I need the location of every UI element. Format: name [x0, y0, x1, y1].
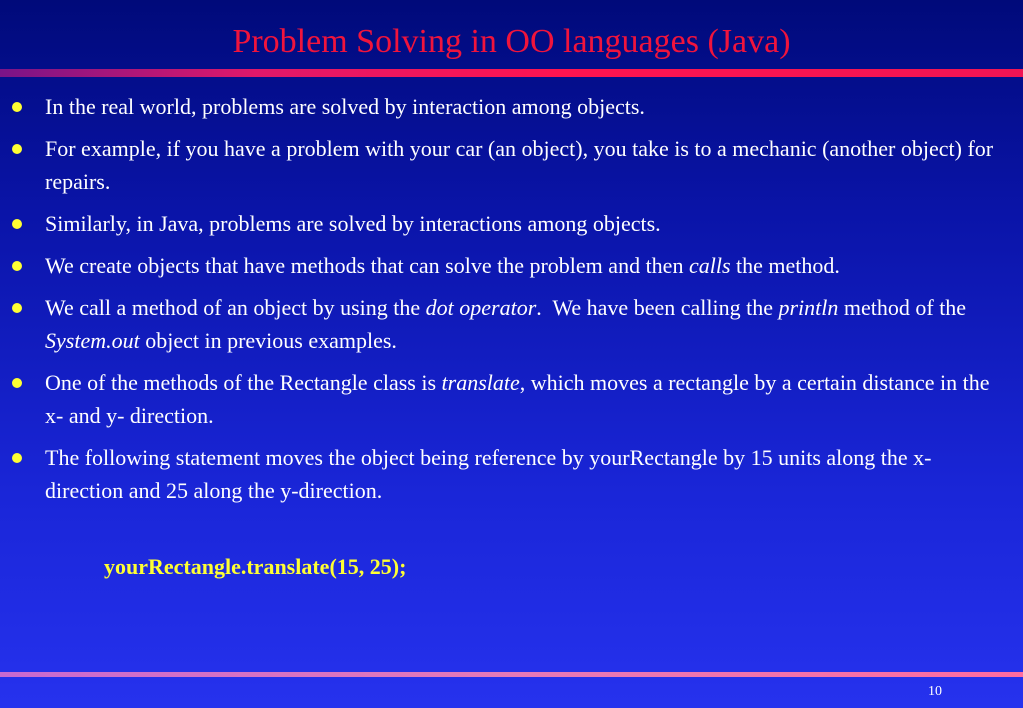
emphasis-dot-operator: dot operator	[425, 295, 537, 320]
bullet-list	[0, 90, 1023, 516]
emphasis-println: println	[778, 295, 839, 320]
bullet-text-end: object in previous examples.	[139, 328, 397, 353]
bullet-dot-icon	[12, 453, 22, 463]
code-example: yourRectangle.translate(15, 25);	[104, 554, 407, 579]
bullet-dot-icon	[12, 219, 22, 229]
bullet-text: For example, if you have a problem with your car (an object), you take is to a mechanic (another object) for repairs.	[45, 136, 994, 194]
bullet-text: Similarly, in Java, problems are solved by interactions among objects.	[45, 211, 661, 236]
bullet-item	[0, 441, 1023, 507]
emphasis-translate: translate	[441, 370, 520, 395]
page-number: 10	[928, 684, 942, 699]
bullet-text-start: We call a method of an object by using the	[45, 295, 426, 320]
bullet-text-end: , which moves a rectangle by a certain distance in the x- and y- direction.	[45, 370, 990, 428]
bullet-item	[0, 291, 1023, 357]
bullet-text-mid: method of the	[838, 295, 967, 320]
bullet-text-end: the method.	[730, 253, 840, 278]
bullet-text-mid: . We have been calling the	[536, 295, 779, 320]
bullet-dot-icon	[12, 378, 22, 388]
bullet-dot-icon	[12, 303, 22, 313]
emphasis-calls: calls	[688, 253, 731, 278]
title-divider	[0, 69, 1023, 77]
bullet-text-start: One of the methods of the Rectangle class is	[45, 370, 442, 395]
emphasis-system-out: System.out	[45, 328, 140, 353]
bullet-dot-icon	[12, 144, 22, 154]
slide-title: Problem Solving in OO languages (Java)	[232, 23, 791, 60]
bullet-dot-icon	[12, 261, 22, 271]
bullet-text: The following statement moves the object being reference by yourRectangle by 15 units along the x-direction and 25 along the y-direction.	[45, 445, 932, 503]
bullet-item	[0, 207, 1023, 240]
footer-divider	[0, 672, 1023, 677]
bullet-item	[0, 132, 1023, 198]
bullet-item	[0, 366, 1023, 432]
bullet-text-start: We create objects that have methods that can solve the problem and then	[45, 253, 689, 278]
bullet-text: In the real world, problems are solved by interaction among objects.	[45, 94, 645, 119]
bullet-dot-icon	[12, 102, 22, 112]
bullet-item	[0, 90, 1023, 123]
bullet-item	[0, 249, 1023, 282]
